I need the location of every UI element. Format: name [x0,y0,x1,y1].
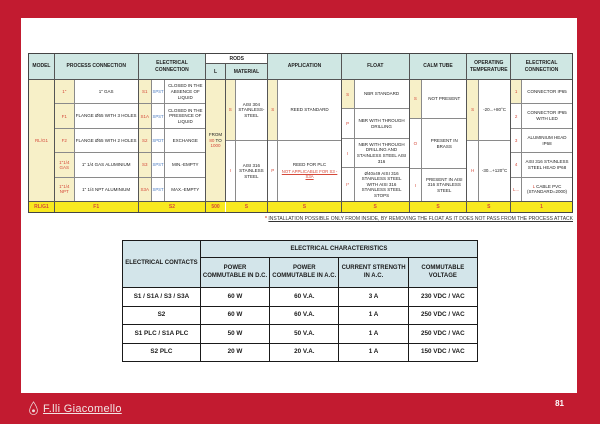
electrical-connection-summary: S2 [139,202,206,212]
ac-cell: 50 V.A. [270,325,339,343]
contacts-cell: S1 PLC / S1A PLC [123,325,201,343]
application-summary: S [268,202,341,212]
calm-tube-column [410,54,468,212]
cable-code-letter: L [532,183,536,189]
table-row [139,129,206,153]
contact-desc: MAX.-EMPTY [171,186,200,192]
connection-code: 1 [511,80,522,103]
connection-desc: ALUMINIUM HEAD IP68 [527,134,567,146]
ac-cell: 60 V.A. [270,288,339,306]
brand-logo [28,401,122,416]
characteristics-column-headers [201,258,477,287]
table-row [511,129,572,153]
process-connection-body [55,80,138,202]
table-row [342,139,409,168]
electrical-connection-header: ELECTRICAL CONNECTION [139,54,206,80]
process-code: 1"1/4 NPT [55,178,75,201]
rods-summary [206,202,267,212]
model-header: MODEL [29,54,54,80]
connection-code: 4 [511,153,522,176]
rods-column [206,54,268,212]
connection-desc: AISI 316 STAINLESS STEEL HEAD IP68 [525,159,569,170]
connection-code: L... [511,178,522,201]
temperature-code: S [467,80,479,140]
rods-length-range [206,80,225,201]
contact-type: SPST [152,104,165,127]
table-row [410,80,467,119]
connection-head-header: ELECTRICAL CONNECTION [511,54,572,80]
calm-tube-desc: PRESENT IN BRASS [430,138,458,149]
drop-logo-icon [28,401,39,416]
electrical-connection-column [139,54,207,212]
temperature-code: H [467,141,479,201]
connection-code: 2 [511,104,522,127]
float-desc: NBR WITH THROUGH DRILLING AND STAINLESS STEEL AISI 316 [356,141,407,164]
float-summary: S [342,202,409,212]
electrical-table-header [123,241,477,288]
rods-material-body [226,80,267,201]
contact-code: S1A [139,104,152,127]
rods-length-header: L [206,64,225,79]
contacts-header: ELECTRICAL CONTACTS [123,241,201,287]
calm-tube-body [410,80,467,202]
length-from-label: FROM [208,131,223,137]
process-desc: 1" GAS [98,88,114,94]
temperature-desc: -20...+80°C [483,107,507,113]
connection-head-column [511,54,572,212]
characteristics-headers [201,241,477,287]
contacts-cell: S2 [123,307,201,325]
operating-temperature-column [467,54,511,212]
current-cell: 1 A [339,344,408,362]
contacts-cell: S1 / S1A / S3 / S3A [123,288,201,306]
application-desc [278,141,341,201]
table-row [467,141,510,201]
length-min: 80 [209,137,215,143]
dc-cell: 60 W [201,288,270,306]
table-row [268,80,341,141]
table-row [139,153,206,177]
calm-tube-code: I [410,169,422,201]
contact-code: S3A [139,178,152,201]
table-row [226,141,267,201]
process-connection-column [55,54,139,212]
contact-type: SPDT [152,129,165,152]
material-code: I [226,141,236,201]
table-row [139,104,206,128]
table-row [55,153,138,177]
float-code: I [342,139,355,167]
column-header-dc: POWER COMMUTABLE IN D.C. [201,258,270,287]
calm-tube-code: S [410,80,422,118]
rods-subheaders [206,64,267,79]
table-row [511,104,572,128]
contact-type: SPST [152,80,165,103]
material-desc: AISI 316 STAINLESS STEEL [239,162,264,179]
calm-tube-code: O [410,119,422,168]
rods-body [206,80,267,202]
length-max: 1000 [210,143,221,149]
current-cell: 3 A [339,288,408,306]
model-summary: RL/G1 [29,202,54,212]
contact-code: S2 [139,129,152,152]
column-header-voltage: COMMUTABLE VOLTAGE [409,258,477,287]
float-body [342,80,409,202]
process-code: 1" [55,80,75,103]
table-row [55,129,138,153]
connection-desc [522,178,572,201]
table-row [342,168,409,201]
float-desc: Ø40x49 AISI 316 STAINLESS STEEL WITH AISI 316 STAINLESS STEEL STOPS [361,170,402,199]
table-row [511,178,572,201]
length-range-text [207,132,223,150]
process-desc: FLANGE Ø55 WITH 2 HOLES [75,137,137,143]
characteristics-group-header: ELECTRICAL CHARACTERISTICS [201,241,477,258]
application-note: NOT APPLICABLE FOR S3 - S3A [281,168,338,180]
calm-tube-desc: PRESENT IN AISI 316 STAINLESS STEEL [426,176,463,193]
operating-temperature-body [467,80,510,202]
contact-desc: EXCHANGE [172,137,198,143]
electrical-characteristics-table [122,240,478,362]
table-row [123,344,477,362]
contact-type: SPST [152,153,165,176]
table-row [342,109,409,138]
page-number: 81 [555,399,564,408]
process-code: 1"1/4 GAS [55,153,75,176]
table-row [123,325,477,344]
application-desc: REED STANDARD [290,107,329,113]
process-summary: F1 [55,202,138,212]
voltage-cell: 250 VDC / VAC [421,329,465,337]
page-content [21,18,577,393]
float-code: S [342,80,355,108]
application-code: P [268,141,278,201]
table-row [139,178,206,201]
table-row [55,104,138,128]
current-cell: 1 A [339,325,408,343]
configuration-table [28,53,573,213]
calm-tube-header: CALM TUBE [410,54,467,80]
process-desc: 1" 1/4 NPT ALUMINIUM [82,186,131,192]
temperature-desc: -30...+120°C [481,168,508,174]
process-code: F2 [55,129,75,152]
application-column [268,54,342,212]
table-row [410,119,467,169]
voltage-cell: 150 VDC / VAC [421,348,465,356]
calm-tube-desc: NOT PRESENT [428,96,461,102]
cable-desc-text [523,184,571,195]
application-desc-text: REED FOR PLC [292,162,327,168]
contact-desc: CLOSED IN THE PRESENCE OF LIQUID [168,107,203,124]
table-row [123,288,477,307]
material-desc: AISI 304 STAINLESS-STEEL [238,101,265,118]
voltage-cell: 230 VDC / VAC [421,292,465,300]
ac-cell: 60 V.A. [270,307,339,325]
material-code: S [226,80,236,140]
calm-tube-summary: S [410,202,467,212]
application-body [268,80,341,202]
contact-desc: MIN.-EMPTY [172,162,199,168]
float-code: I* [342,168,355,201]
footnote-marker: * [265,216,267,222]
connection-code: 3 [511,129,522,152]
connection-desc: CONNECTOR IP65 [527,88,567,94]
operating-temperature-summary: S [467,202,510,212]
table-row [342,80,409,109]
contact-type: SPST [152,178,165,201]
rods-title: RODS [206,54,267,64]
table-row [268,141,341,201]
process-connection-header: PROCESS CONNECTION [55,54,138,80]
application-header: APPLICATION [268,54,341,80]
rods-material-header: MATERIAL [226,64,267,79]
table-row [55,80,138,104]
float-header: FLOAT [342,54,409,80]
brand-name: F.lli Giacomello [43,402,122,415]
float-desc: NBR STANDARD [363,91,400,97]
ac-cell: 20 V.A. [270,344,339,362]
model-body [29,80,54,202]
rods-material-summary: S [226,202,267,212]
contact-desc: CLOSED IN THE ABSENCE OF LIQUID [168,83,203,100]
cable-desc-rest: CABLE PVC (STANDARD=2000) [526,183,568,195]
table-row [511,153,572,177]
contact-code: S3 [139,153,152,176]
footnote-text: INSTALLATION POSSIBLE ONLY FROM INSIDE, BY REMOVING THE FLOAT AS IT DOES NOT PASS FROM THE PROCESS ATTACK [268,216,573,222]
current-cell: 1 A [339,307,408,325]
process-code: F1 [55,104,75,127]
electrical-connection-body [139,80,206,202]
voltage-cell: 250 VDC / VAC [421,311,465,319]
process-desc: FLANGE Ø55 WITH 3 HOLES [75,113,137,119]
table-row [467,80,510,141]
page-footer [0,393,600,424]
table-row [410,169,467,201]
table-row [226,80,267,141]
application-code: S [268,80,278,140]
dc-cell: 60 W [201,307,270,325]
model-column [29,54,55,212]
dc-cell: 50 W [201,325,270,343]
table-row [123,307,477,326]
process-desc: 1" 1/4 GAS ALUMINIUM [81,162,131,168]
dc-cell: 20 W [201,344,270,362]
table-row [511,80,572,104]
table-row [139,80,206,104]
connection-desc: CONNECTOR IP65 WITH LED [527,110,567,122]
model-value: RL/G1 [29,80,54,201]
operating-temperature-header: OPERATING TEMPERATURE [467,54,510,80]
column-header-current: CURRENT STRENGTH IN A.C. [339,258,408,287]
float-desc: NBR WITH THROUGH DRILLING [358,118,405,129]
float-code: P [342,109,355,137]
table-row [55,178,138,201]
connection-head-body [511,80,572,202]
contact-code: S1 [139,80,152,103]
contacts-cell: S2 PLC [123,344,201,362]
rods-header [206,54,267,80]
footnote [265,216,573,222]
column-header-ac: POWER COMMUTABLE IN A.C. [270,258,339,287]
rods-length-summary: 500 [206,202,225,212]
connection-head-summary: 1 [511,202,572,212]
float-column [342,54,410,212]
length-to-label: TO [215,137,222,143]
